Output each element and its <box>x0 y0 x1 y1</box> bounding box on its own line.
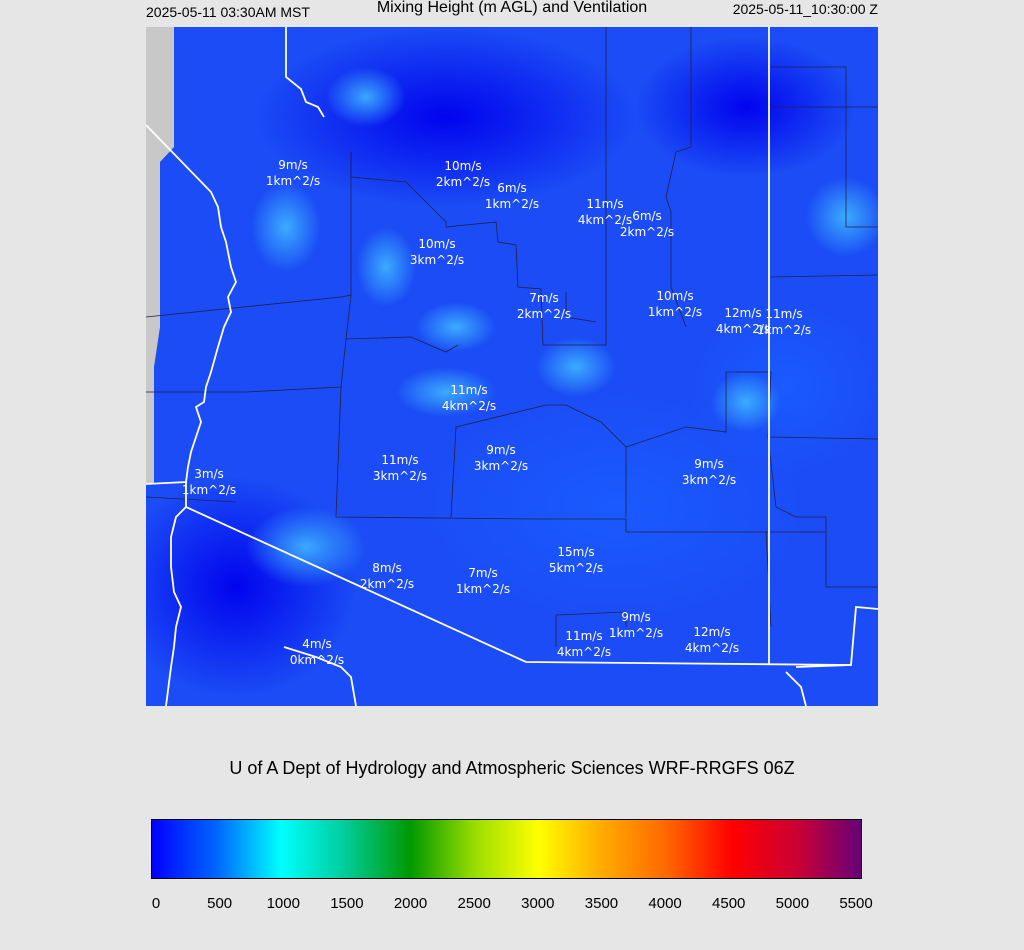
station-ventilation-label: 4km^2/s <box>577 213 633 227</box>
station-speed-label: 9m/s <box>694 457 724 471</box>
station-ventilation-label: 1km^2/s <box>455 582 511 596</box>
colorbar-tick-label: 4500 <box>712 895 746 912</box>
station-speed-label: 7m/s <box>529 291 559 305</box>
station-speed-label: 9m/s <box>621 610 651 624</box>
station-ventilation-label: 1km^2/s <box>484 197 540 211</box>
map-title: Mixing Height (m AGL) and Ventilation <box>376 0 648 16</box>
station-speed-label: 8m/s <box>372 561 402 575</box>
station-ventilation-label: 2km^2/s <box>359 577 415 591</box>
station-speed-label: 7m/s <box>468 566 498 580</box>
station-speed-label: 10m/s <box>444 159 482 173</box>
field-patch <box>251 182 321 272</box>
station-speed-label: 11m/s <box>450 383 488 397</box>
station-ventilation-label: 4km^2/s <box>715 322 771 336</box>
station-ventilation-label: 2km^2/s <box>435 175 491 189</box>
colorbar-tick-label: 1000 <box>266 895 300 912</box>
station-speed-label: 11m/s <box>381 453 419 467</box>
colorbar-tick-label: 2500 <box>457 895 491 912</box>
station-ventilation-label: 3km^2/s <box>681 473 737 487</box>
colorbar <box>151 819 862 879</box>
credit-line: U of A Dept of Hydrology and Atmospheric Sciences WRF-RRGFS 06Z <box>229 758 795 778</box>
station-ventilation-label: 0km^2/s <box>289 653 345 667</box>
station-ventilation-label: 4km^2/s <box>441 399 497 413</box>
station-speed-label: 3m/s <box>194 467 224 481</box>
station-ventilation-label: 1km^2/s <box>265 174 321 188</box>
colorbar-tick-label: 3000 <box>521 895 555 912</box>
station-speed-label: 10m/s <box>418 237 456 251</box>
station-speed-label: 4m/s <box>302 637 332 651</box>
colorbar-tick-label: 5500 <box>839 895 873 912</box>
station-speed-label: 12m/s <box>693 625 731 639</box>
colorbar-tick-label: 0 <box>151 895 161 912</box>
station-ventilation-label: 3km^2/s <box>473 459 529 473</box>
local-time-label: 2025-05-11 03:30AM MST <box>146 4 310 20</box>
station-ventilation-label: 2km^2/s <box>619 225 675 239</box>
field-patch <box>246 507 366 587</box>
colorbar-tick-label: 5000 <box>775 895 810 912</box>
colorbar-tick-label: 4000 <box>648 895 682 912</box>
mixing-height-map <box>146 27 878 706</box>
station-ventilation-label: 2km^2/s <box>516 307 572 321</box>
station-ventilation-label: 1km^2/s <box>647 305 703 319</box>
station-ventilation-label: 5km^2/s <box>548 561 604 575</box>
field-patch <box>326 67 406 127</box>
station-speed-label: 10m/s <box>656 289 694 303</box>
utc-time-label: 2025-05-11_10:30:00 Z <box>732 1 878 17</box>
field-patch <box>536 337 616 397</box>
colorbar-tick-label: 500 <box>207 895 233 912</box>
station-speed-label: 11m/s <box>565 629 603 643</box>
station-speed-label: 9m/s <box>278 158 308 172</box>
colorbar-tick-label: 2000 <box>393 895 428 912</box>
station-speed-label: 9m/s <box>486 443 516 457</box>
station-ventilation-label: 1km^2/s <box>181 483 237 497</box>
station-speed-label: 11m/s <box>586 197 624 211</box>
station-speed-label: 6m/s <box>632 209 662 223</box>
station-ventilation-label: 4km^2/s <box>556 645 612 659</box>
station-speed-label: 11m/s <box>765 307 803 321</box>
station-speed-label: 6m/s <box>497 181 527 195</box>
station-ventilation-label: 3km^2/s <box>372 469 428 483</box>
field-patch <box>356 227 416 307</box>
colorbar-tick-label: 1500 <box>330 895 364 912</box>
station-ventilation-label: 1km^2/s <box>756 323 812 337</box>
station-speed-label: 15m/s <box>557 545 595 559</box>
station-ventilation-label: 4km^2/s <box>684 641 740 655</box>
map-canvas <box>146 27 878 706</box>
station-speed-label: 12m/s <box>724 306 762 320</box>
station-ventilation-label: 3km^2/s <box>409 253 465 267</box>
colorbar-tick-label: 3500 <box>584 895 619 912</box>
station-ventilation-label: 1km^2/s <box>608 626 664 640</box>
